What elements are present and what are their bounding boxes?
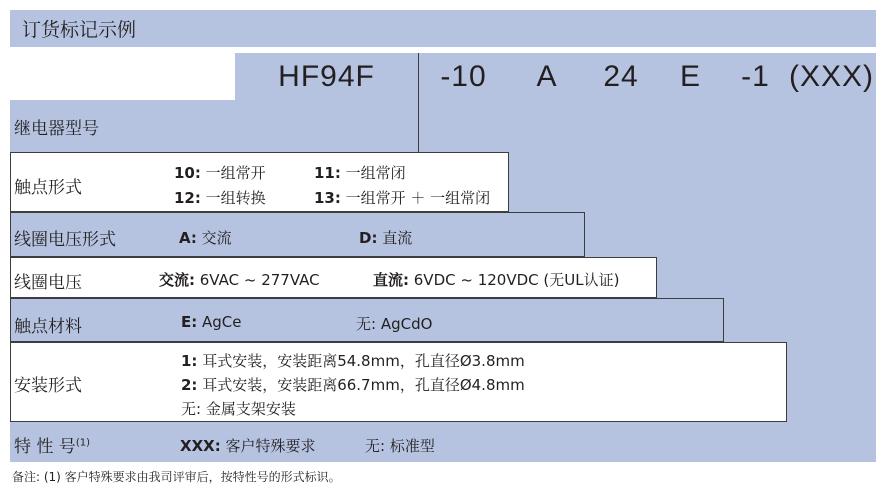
option-contact-13 — [314, 187, 490, 208]
option-contact-12 — [174, 187, 266, 208]
code-coil-voltage — [585, 53, 657, 100]
option-code: 无: — [356, 315, 377, 333]
row-relay-model — [10, 100, 418, 152]
footnote: 备注: (1) 客户特殊要求由我司评审后，按特性号的形式标识。 — [12, 470, 341, 484]
code-coil-voltage-text: 24 — [603, 60, 639, 93]
row-contact-form-label: 触点形式 — [14, 178, 82, 198]
option-text: 6VAC ~ 277VAC — [195, 271, 320, 289]
row-contact-form — [10, 152, 509, 212]
code-coil-voltage-type — [509, 53, 585, 100]
option-code: 10: — [174, 164, 201, 182]
row-coil-voltage-type-label: 线圈电压形式 — [14, 230, 116, 250]
row-coil-voltage-label: 线圈电压 — [14, 273, 82, 293]
row-relay-model-label: 继电器型号 — [14, 119, 99, 139]
code-coil-voltage-type-text: A — [536, 60, 558, 93]
option-contact-11 — [314, 162, 406, 183]
row-mounting-label: 安装形式 — [14, 376, 82, 396]
option-text: 耳式安装，安装距离54.8mm，孔直径Ø3.8mm — [197, 352, 525, 370]
option-text: 一组常闭 — [340, 164, 406, 182]
column-ext-mounting — [724, 100, 787, 342]
option-text: 客户特殊要求 — [220, 437, 316, 455]
code-mounting — [724, 53, 787, 100]
option-coil-ac-range — [159, 269, 320, 290]
code-special-text: (XXX) — [788, 60, 874, 93]
section-title-bar — [10, 10, 876, 47]
row-coil-voltage — [10, 257, 657, 298]
option-code: 直流: — [373, 271, 409, 289]
divider-vertical — [418, 53, 419, 152]
section-title: 订货标记示例 — [22, 19, 137, 41]
row-contact-material — [10, 298, 724, 342]
option-code: 2: — [181, 376, 198, 394]
option-text: 一组转换 — [200, 189, 266, 207]
option-text: 一组常开 — [200, 164, 266, 182]
code-contact-material — [657, 53, 724, 100]
option-material-none — [356, 313, 432, 334]
option-code: 交流: — [159, 271, 195, 289]
row-coil-voltage-type — [10, 212, 585, 257]
code-contact-material-text: E — [679, 60, 701, 93]
option-code: 12: — [174, 189, 201, 207]
column-ext-special — [787, 100, 876, 422]
row-special-label — [14, 432, 90, 457]
option-code: 无: — [365, 437, 386, 455]
header-blank — [10, 53, 235, 100]
code-special — [787, 53, 876, 100]
option-text: 耳式安装，安装距离66.7mm，孔直径Ø4.8mm — [197, 376, 525, 394]
option-code: A: — [179, 229, 197, 247]
option-code: 1: — [181, 352, 198, 370]
option-text: AgCdO — [376, 315, 433, 333]
row-special-label-text: 特 性 号 — [14, 437, 76, 457]
option-text: 一组常开 ＋ 一组常闭 — [340, 189, 491, 207]
option-code: E: — [181, 313, 198, 331]
row-contact-material-label: 触点材料 — [14, 317, 82, 337]
option-coil-a — [179, 227, 232, 248]
option-coil-d — [359, 227, 412, 248]
column-ext-contact-form — [418, 100, 509, 152]
row-special — [10, 422, 876, 462]
code-contact-form-text: -10 — [440, 60, 487, 93]
option-mounting-1 — [181, 350, 525, 371]
option-code: 11: — [314, 164, 341, 182]
option-mounting-none — [181, 398, 296, 419]
option-text: 金属支架安装 — [201, 400, 296, 418]
column-ext-contact-material — [657, 100, 724, 298]
option-material-e — [181, 313, 242, 331]
option-text: 直流 — [377, 229, 413, 247]
option-code: 13: — [314, 189, 341, 207]
option-text: 标准型 — [385, 437, 435, 455]
code-model — [235, 53, 418, 100]
code-model-text: HF94F — [278, 60, 375, 93]
row-mounting — [10, 342, 787, 422]
option-text: 6VDC ~ 120VDC (无UL认证) — [409, 271, 620, 289]
code-mounting-text: -1 — [741, 60, 770, 93]
option-coil-dc-range — [373, 269, 619, 290]
option-special-xxx — [180, 435, 315, 456]
option-code: D: — [359, 229, 378, 247]
column-ext-coil-voltage-type — [509, 100, 585, 212]
option-code: XXX: — [180, 437, 221, 455]
option-code: 无: — [181, 400, 202, 418]
code-contact-form — [418, 53, 509, 100]
option-text: 交流 — [196, 229, 232, 247]
footnote-mark: (1) — [75, 437, 90, 449]
option-text: AgCe — [197, 313, 242, 331]
column-ext-coil-voltage — [585, 100, 657, 257]
option-mounting-2 — [181, 374, 525, 395]
option-special-none — [365, 435, 435, 456]
option-contact-10 — [174, 162, 266, 183]
